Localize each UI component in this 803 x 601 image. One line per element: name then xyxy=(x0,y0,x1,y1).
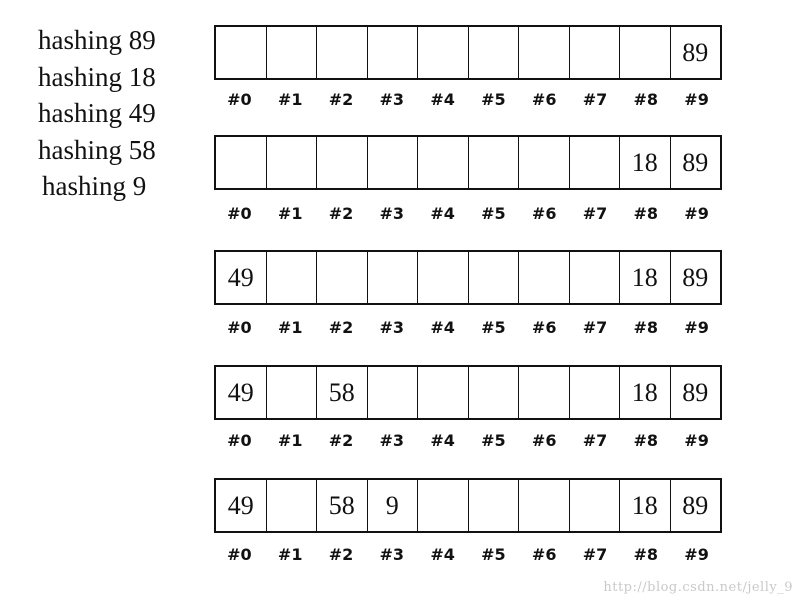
slot-index-label: #5 xyxy=(481,318,506,337)
slot-index-label: #7 xyxy=(582,318,608,337)
slot-index-label: #0 xyxy=(227,318,252,337)
slot-index-label: #4 xyxy=(430,318,455,337)
slot-index-label: #2 xyxy=(328,204,354,223)
hash-slot xyxy=(519,252,570,303)
slot-index-label: #1 xyxy=(277,431,303,450)
slot-index-label: #7 xyxy=(582,431,608,450)
hash-slot: 89 xyxy=(682,147,709,177)
slot-index-label: #4 xyxy=(430,431,455,450)
hash-slot xyxy=(519,137,570,188)
hash-slot: 89 xyxy=(682,262,709,292)
slot-index-label: #5 xyxy=(481,90,506,109)
slot-index-label: #0 xyxy=(227,545,252,564)
hash-slot xyxy=(469,137,520,188)
hash-slot xyxy=(216,137,267,188)
hash-slot xyxy=(570,252,621,303)
slot-index-label: #2 xyxy=(328,545,354,564)
slot-index-row xyxy=(214,545,722,564)
hash-slot xyxy=(570,27,621,78)
slot-index-label: #1 xyxy=(277,90,303,109)
hash-slot xyxy=(570,480,621,531)
hash-slot xyxy=(570,367,621,418)
slot-index-label: #4 xyxy=(430,545,455,564)
slot-index-label: #5 xyxy=(481,431,506,450)
hash-slot: 18 xyxy=(620,252,671,303)
slot-index-label: #8 xyxy=(633,204,659,223)
hash-slot xyxy=(469,27,520,78)
slot-index-label: #0 xyxy=(227,90,252,109)
hash-slot xyxy=(469,252,520,303)
hash-slot: 89 xyxy=(682,377,709,407)
watermark: http://blog.csdn.net/jelly_9 xyxy=(603,580,793,595)
slot-index-row xyxy=(214,318,722,337)
slot-index-label: #9 xyxy=(684,204,709,223)
slot-index-label: #9 xyxy=(684,90,709,109)
hash-slot xyxy=(418,367,469,418)
slot-index-label: #6 xyxy=(531,90,557,109)
slot-index-label: #1 xyxy=(277,545,303,564)
hash-slot: 49 xyxy=(216,367,267,418)
slot-index-label: #9 xyxy=(684,545,709,564)
hash-slot xyxy=(519,480,570,531)
hash-slot: 58 xyxy=(317,367,368,418)
hash-slot xyxy=(469,367,520,418)
slot-index-label: #0 xyxy=(227,204,252,223)
operation-item: hashing 89 xyxy=(38,25,156,55)
hash-slot: 49 xyxy=(216,480,267,531)
hash-slot xyxy=(267,252,318,303)
slot-index-label: #3 xyxy=(379,204,405,223)
slot-index-label: #1 xyxy=(277,318,303,337)
hash-slot xyxy=(519,367,570,418)
slot-index-row xyxy=(214,431,722,450)
hash-slot xyxy=(267,367,318,418)
hash-slot xyxy=(418,252,469,303)
hash-table-state-5 xyxy=(214,478,722,533)
hash-slot xyxy=(317,137,368,188)
slot-index-label: #2 xyxy=(328,90,354,109)
slot-index-label: #6 xyxy=(531,318,557,337)
slot-index-label: #2 xyxy=(328,318,354,337)
hash-slot xyxy=(368,137,419,188)
hash-slot: 18 xyxy=(620,137,671,188)
hash-slot xyxy=(368,27,419,78)
slot-index-label: #6 xyxy=(531,545,557,564)
slot-index-row xyxy=(214,204,722,223)
slot-index-label: #7 xyxy=(582,545,608,564)
slot-index-label: #1 xyxy=(277,204,303,223)
slot-index-label: #2 xyxy=(328,431,354,450)
hash-slot: 18 xyxy=(620,480,671,531)
slot-index-label: #9 xyxy=(684,318,709,337)
hash-slot xyxy=(519,27,570,78)
hash-slot xyxy=(570,137,621,188)
operation-item: hashing 18 xyxy=(38,61,156,92)
slot-index-label: #8 xyxy=(633,545,659,564)
hash-slot xyxy=(620,27,671,78)
hash-slot xyxy=(317,252,368,303)
hash-slot: 18 xyxy=(620,367,671,418)
operation-item: hashing 49 xyxy=(38,98,156,128)
hash-table-state-1 xyxy=(214,25,722,80)
slot-index-label: #6 xyxy=(531,431,557,450)
slot-index-label: #9 xyxy=(684,431,709,450)
hash-slot xyxy=(368,367,419,418)
slot-index-label: #3 xyxy=(379,545,405,564)
hash-slot: 49 xyxy=(216,252,267,303)
hash-table-state-2 xyxy=(214,135,722,190)
hash-slot xyxy=(469,480,520,531)
operation-item: hashing 58 xyxy=(38,134,156,165)
slot-index-label: #4 xyxy=(430,204,455,223)
slot-index-label: #8 xyxy=(633,90,659,109)
slot-index-label: #5 xyxy=(481,204,506,223)
hash-slot xyxy=(418,27,469,78)
hash-table-state-3 xyxy=(214,250,722,305)
slot-index-label: #6 xyxy=(531,204,557,223)
slot-index-label: #8 xyxy=(633,318,659,337)
operation-list xyxy=(38,22,156,205)
hash-slot xyxy=(267,137,318,188)
hash-slot: 89 xyxy=(682,490,709,520)
hash-slot: 9 xyxy=(368,480,419,531)
hash-slot xyxy=(418,137,469,188)
hash-slot xyxy=(216,27,267,78)
slot-index-label: #7 xyxy=(582,90,608,109)
slot-index-label: #3 xyxy=(379,431,405,450)
slot-index-label: #8 xyxy=(633,431,659,450)
hash-slot xyxy=(368,252,419,303)
slot-index-label: #7 xyxy=(582,204,608,223)
hash-slot xyxy=(317,27,368,78)
hash-slot xyxy=(267,27,318,78)
slot-index-label: #5 xyxy=(481,545,506,564)
operation-item: hashing 9 xyxy=(42,171,147,201)
slot-index-label: #3 xyxy=(379,90,405,109)
slot-index-label: #0 xyxy=(227,431,252,450)
slot-index-row xyxy=(214,90,722,109)
hash-slot: 58 xyxy=(317,480,368,531)
slot-index-label: #3 xyxy=(379,318,405,337)
hash-table-state-4 xyxy=(214,365,722,420)
slot-index-label: #4 xyxy=(430,90,455,109)
hash-slot xyxy=(418,480,469,531)
hash-slot: 89 xyxy=(682,37,709,67)
hash-slot xyxy=(267,480,318,531)
